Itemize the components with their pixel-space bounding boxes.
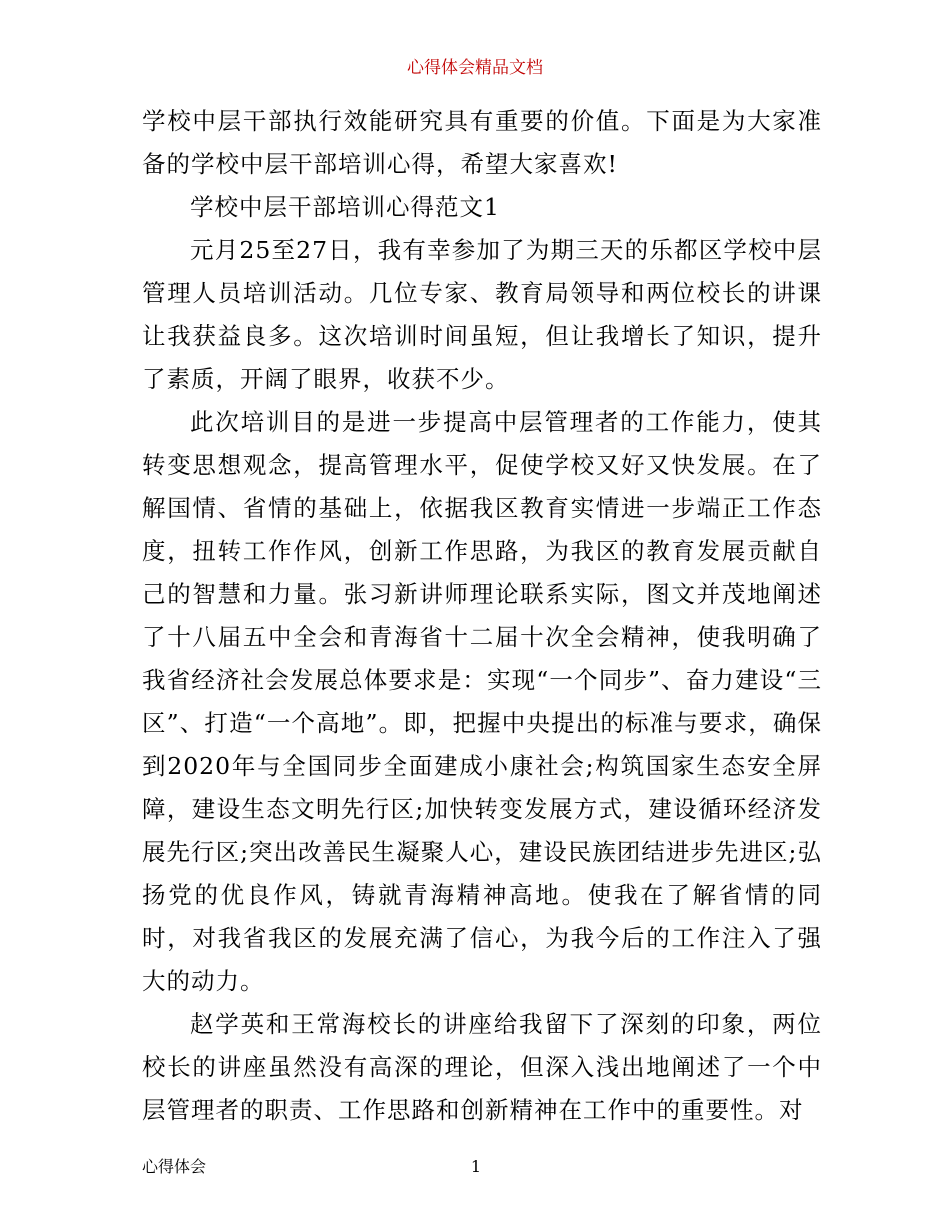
- section-heading: 学校中层干部培训心得范文1: [190, 193, 500, 221]
- body-paragraph-2: 此次培训目的是进一步提高中层管理者的工作能力，使其转变思想观念，提高管理水平，促使学校又好又快发展。在了解国情、省情的基础上，依据我区教育实情进一步端正工作态度，扭转工作作风，创新工作思路，为我区的教育发展贡献自己的智慧和力量。张习新讲师理论联系实际，图文并茂地阐述了十八届五中全会和青海省十二届十次全会精神，使我明确了我省经济社会发展总体要求是：实现“一个同步”、奋力建设“三区”、打造“一个高地”。即，把握中央提出的标准与要求，确保到2020年与全国同步全面建成小康社会;构筑国家生态安全屏障，建设生态文明先行区;加快转变发展方式，建设循环经济发展先行区;突出改善民生凝聚人心，建设民族团结进步先进区;弘扬党的优良作风，铸就青海精神高地。使我在了解省情的同时，对我省我区的发展充满了信心，为我今后的工作注入了强大的动力。: [142, 408, 822, 995]
- body-paragraph-1: 元月25至27日，我有幸参加了为期三天的乐都区学校中层管理人员培训活动。几位专家、教育局领导和两位校长的讲课让我获益良多。这次培训时间虽短，但让我增长了知识，提升了素质，开阔了眼界，收获不少。: [142, 236, 822, 393]
- document-body: [142, 100, 822, 1132]
- body-paragraph-3: 赵学英和王常海校长的讲座给我留下了深刻的印象，两位校长的讲座虽然没有高深的理论，但深入浅出地阐述了一个中层管理者的职责、工作思路和创新精神在工作中的重要性。对: [142, 1010, 822, 1124]
- page-header-title: 心得体会精品文档: [407, 58, 543, 78]
- footer-label: 心得体会: [142, 1157, 207, 1176]
- page-number: 1: [470, 1157, 482, 1176]
- intro-paragraph: 学校中层干部执行效能研究具有重要的价值。下面是为大家准备的学校中层干部培训心得，希望大家喜欢!: [142, 107, 822, 178]
